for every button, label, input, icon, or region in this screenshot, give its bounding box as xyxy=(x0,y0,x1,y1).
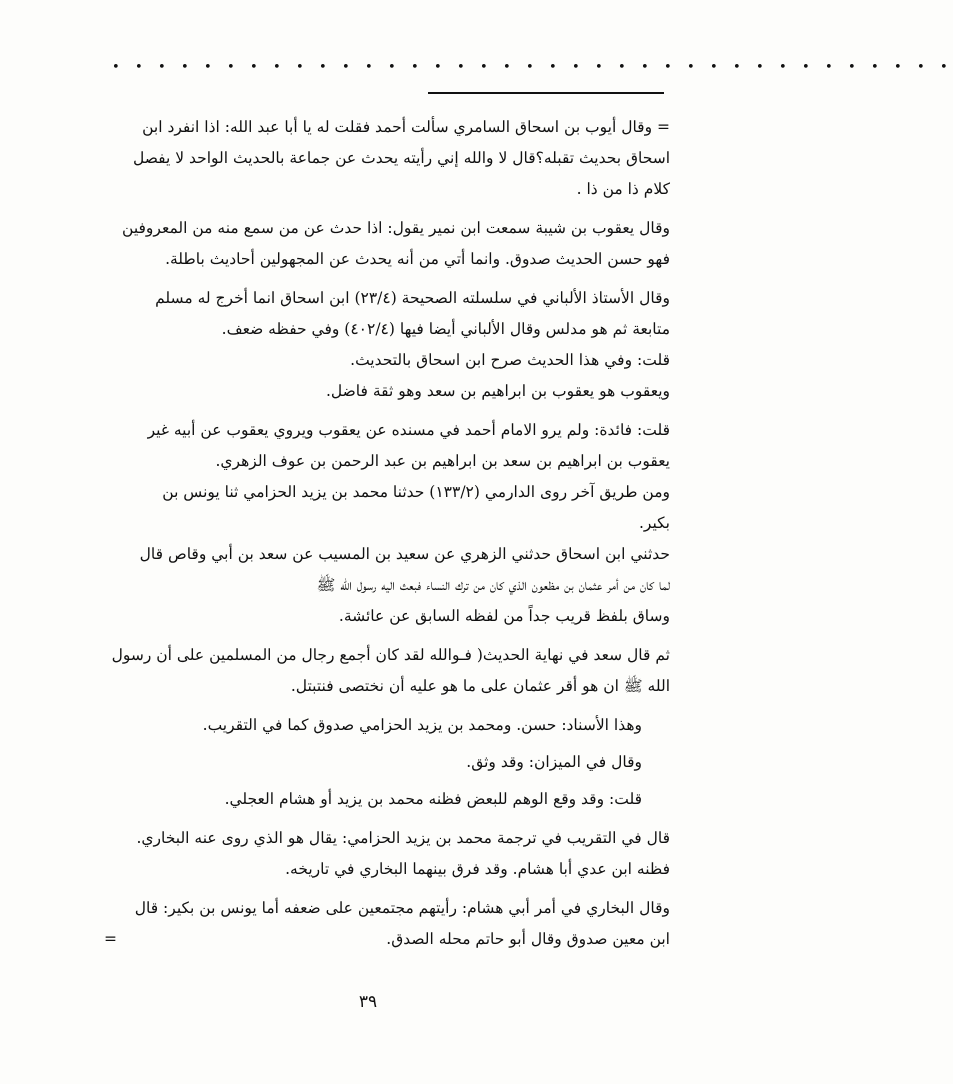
text-line: كلام ذا من ذا . xyxy=(576,180,670,198)
text-line: ومن طريق آخر روى الدارمي (١٣٣/٢) حدثنا محمد بن يزيد الحزامي ثنا يونس بن xyxy=(162,483,670,501)
text-line: وقال البخاري في أمر أبي هشام: رأيتهم مجتمعين على ضعفه أما يونس بن بكير: قال xyxy=(134,899,670,917)
text-line: قلت: وفي هذا الحديث صرح ابن اسحاق بالتحديث. xyxy=(350,351,670,369)
text-line: فظنه ابن عدي أبا هشام. وقد فرق بينهما البخاري في تاريخه. xyxy=(285,860,670,878)
text-line: = وقال أيوب بن اسحاق السامري سألت أحمد فقلت له يا أبا عبد الله: اذا انفرد ابن xyxy=(142,118,670,136)
page-number: ٣٩ xyxy=(358,992,378,1012)
text-line: يعقوب بن ابراهيم بن سعد بن ابراهيم بن عبد الرحمن بن عوف الزهري. xyxy=(215,452,670,470)
text-line: وقال يعقوب بن شيبة سمعت ابن نمير يقول: اذا حدث عن من سمع منه من المعروفين xyxy=(122,219,670,237)
indented-block xyxy=(104,710,642,815)
text-line: ويعقوب هو يعقوب بن ابراهيم بن سعد وهو ثقة فاضل. xyxy=(325,382,670,400)
text-line: ثم قال سعد في نهاية الحديث( فـوالله لقد كان أجمع رجال من المسلمين على أن رسول xyxy=(111,646,670,664)
text-line: اسحاق بحديث تقبله؟قال لا والله إني رأيته يحدث عن جماعة بالحديث الواحد لا يفصل xyxy=(133,149,670,167)
text-line: متابعة ثم هو مدلس وقال الألباني أيضا فيها (٤٠٢/٤) وفي حفظه ضعف. xyxy=(221,320,670,338)
text-line: بكير. xyxy=(638,514,670,532)
text-line: حدثني ابن اسحاق حدثني الزهري عن سعيد بن المسيب عن سعد بن أبي وقاص قال xyxy=(139,545,670,563)
text-line: وقال الأستاذ الألباني في سلسلته الصحيحة (٢٣/٤) ابن اسحاق انما أخرج له مسلم xyxy=(155,289,670,307)
text-line: فهو حسن الحديث صدوق. وانما أتي من أنه يحدث عن المجهولين أحاديث باطلة. xyxy=(165,250,670,268)
paragraph-2 xyxy=(104,213,670,275)
text-line: وقال في الميزان: وقد وثق. xyxy=(466,753,642,771)
text-line: وساق بلفظ قريب جداً من لفظه السابق عن عائشة. xyxy=(338,607,670,625)
paragraph-1 xyxy=(104,112,670,205)
text-line xyxy=(104,924,670,955)
header-underline xyxy=(428,92,664,94)
text-line: لما كان من أمر عثمان بن مظعون الذي كان من ترك النساء فبعث اليه رسول الله ﷺ xyxy=(316,576,670,594)
paragraph-4 xyxy=(104,415,670,632)
text-line: قال في التقريب في ترجمة محمد بن يزيد الحزامي: يقال هو الذي روى عنه البخاري. xyxy=(136,829,670,847)
paragraph-3 xyxy=(104,283,670,407)
page-body xyxy=(104,112,670,963)
continuation-mark: = xyxy=(104,930,117,948)
paragraph-5 xyxy=(104,640,670,702)
text-line: الله ﷺ ان هو أقر عثمان على ما هو عليه أن نختصى فنتبتل. xyxy=(290,677,670,695)
paragraph-7 xyxy=(104,893,670,955)
paragraph-6 xyxy=(104,823,670,885)
dotted-header-rule: • • • • • • • • • • • • • • • • • • • • • • • • • • • • • • • • • • • • • xyxy=(112,60,953,75)
text-line: وهذا الأسناد: حسن. ومحمد بن يزيد الحزامي صدوق كما في التقريب. xyxy=(202,716,642,734)
text-line: قلت: وقد وقع الوهم للبعض فظنه محمد بن يزيد أو هشام العجلي. xyxy=(224,790,642,808)
text-line-content: ابن معين صدوق وقال أبو حاتم محله الصدق. xyxy=(386,930,670,948)
text-line: قلت: فائدة: ولم يرو الامام أحمد في مسنده عن يعقوب ويروي يعقوب عن أبيه غير xyxy=(147,421,670,439)
